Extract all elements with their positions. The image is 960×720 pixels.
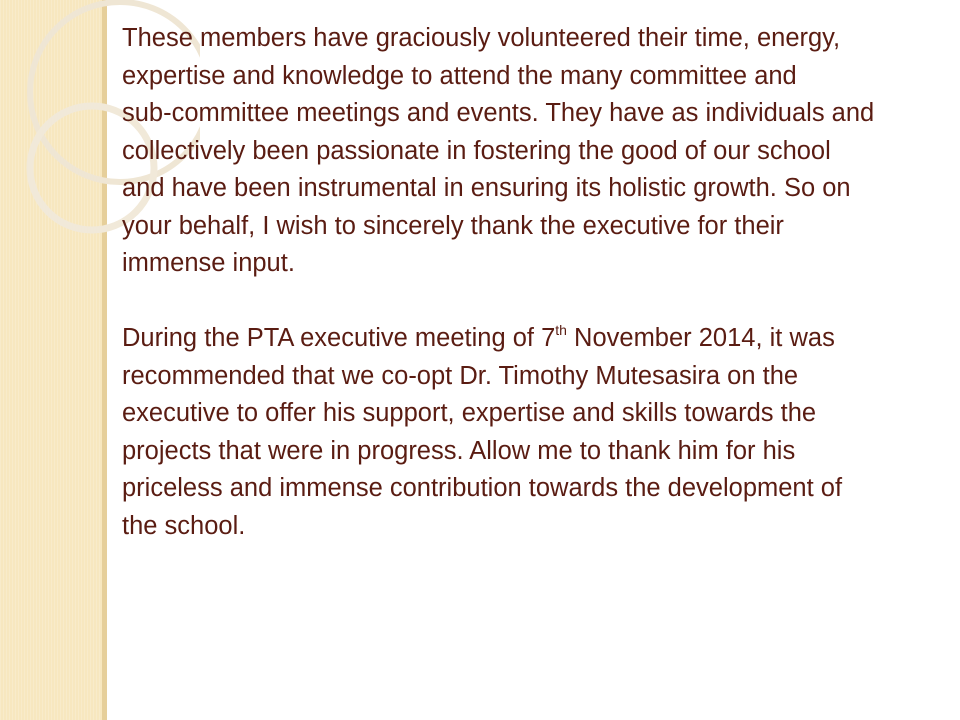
- paragraph-gap: [122, 283, 952, 321]
- text-line: sub-committee meetings and events. They have as individuals and: [122, 99, 875, 127]
- text-line-with-superscript: [122, 320, 952, 358]
- text-line: collectively been passionate in fostering the good of our school: [122, 136, 831, 165]
- text-line: immense input.: [122, 249, 295, 277]
- text-line: the school.: [122, 511, 246, 540]
- text-line: recommended that we co-opt Dr. Timothy Mutesasira on the: [122, 361, 799, 390]
- paragraph-executive-thanks: [122, 20, 952, 283]
- text-line: projects that were in progress. Allow me to thank him for his: [122, 436, 796, 465]
- text-line: These members have graciously volunteered their time, energy,: [122, 24, 841, 52]
- text-line: and have been instrumental in ensuring its holistic growth. So on: [122, 174, 851, 202]
- text-segment: During the PTA executive meeting of 7: [122, 324, 556, 352]
- slide-content: [122, 20, 952, 545]
- text-line: priceless and immense contribution towards the development of: [122, 474, 843, 502]
- text-line: your behalf, I wish to sincerely thank the executive for their: [122, 211, 784, 240]
- text-line: executive to offer his support, expertise and skills towards the: [122, 399, 817, 427]
- text-segment: November 2014, it was: [566, 324, 835, 352]
- ordinal-superscript: th: [555, 322, 567, 338]
- paragraph-co-opt: [122, 320, 952, 545]
- text-line: expertise and knowledge to attend the many committee and: [122, 61, 797, 90]
